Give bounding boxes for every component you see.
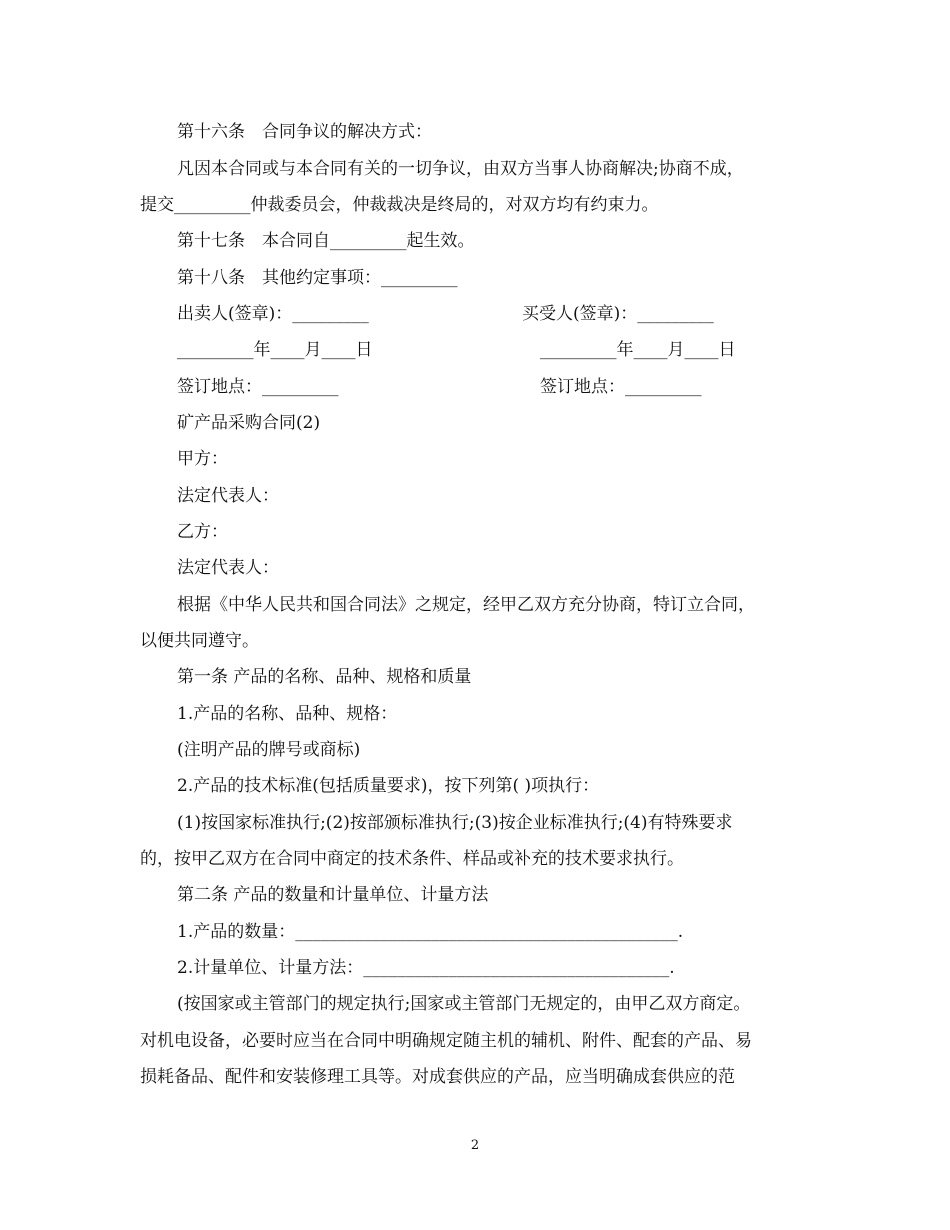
buyer-place-line: 签订地点：_________	[540, 377, 702, 397]
paragraph-line: 提交_________仲裁委员会，仲裁裁决是终局的，对双方均有约束力。	[140, 195, 659, 215]
clause-line: (注明产品的牌号或商标)	[177, 740, 361, 760]
seller-date-line: _________年____月____日	[177, 340, 373, 360]
paragraph-line: (按国家或主管部门的规定执行;国家或主管部门无规定的，由甲乙双方商定。	[177, 994, 751, 1014]
article-17-line: 第十七条 本合同自_________起生效。	[177, 231, 475, 251]
clause-line: 1.产品的数量：_____________________________________________.	[177, 922, 684, 942]
paragraph-line: 对机电设备，必要时应当在合同中明确规定随主机的辅机、附件、配套的产品、易	[140, 1031, 752, 1051]
party-b-representative-line: 法定代表人：	[177, 558, 279, 578]
paragraph-line: 以便共同遵守。	[140, 631, 259, 651]
paragraph-line: 根据《中华人民共和国合同法》之规定，经甲乙双方充分协商，特订立合同，	[177, 595, 755, 615]
buyer-signature-line: 买受人(签章)：_________	[522, 304, 714, 324]
article-16-heading: 第十六条 合同争议的解决方式：	[177, 122, 432, 142]
paragraph-line: 的，按甲乙双方在合同中商定的技术条件、样品或补充的技术要求执行。	[140, 849, 684, 869]
clause-line: 1.产品的名称、品种、规格：	[177, 704, 398, 724]
clause-line: 2.产品的技术标准(包括质量要求)，按下列第( )项执行：	[177, 776, 600, 796]
clause-line: 2.计量单位、计量方法：____________________________________.	[177, 958, 675, 978]
contract-title: 矿产品采购合同(2)	[177, 413, 321, 433]
buyer-date-line: _________年____月____日	[540, 340, 736, 360]
article-18-line: 第十八条 其他约定事项：_________	[177, 268, 458, 288]
page-number: 2	[470, 1138, 480, 1153]
seller-place-line: 签订地点：_________	[177, 377, 339, 397]
article-1-heading: 第一条 产品的名称、品种、规格和质量	[177, 667, 472, 687]
party-a-representative-line: 法定代表人：	[177, 486, 279, 506]
article-2-heading: 第二条 产品的数量和计量单位、计量方法	[177, 885, 489, 905]
party-b-line: 乙方：	[177, 522, 228, 542]
seller-signature-line: 出卖人(签章)：_________	[177, 304, 369, 324]
paragraph-line: 凡因本合同或与本合同有关的一切争议，由双方当事人协商解决;协商不成，	[177, 159, 744, 179]
party-a-line: 甲方：	[177, 449, 228, 469]
paragraph-line: 损耗备品、配件和安装修理工具等。对成套供应的产品，应当明确成套供应的范	[140, 1067, 735, 1087]
paragraph-line: (1)按国家标准执行;(2)按部颁标准执行;(3)按企业标准执行;(4)有特殊要求	[177, 813, 733, 833]
